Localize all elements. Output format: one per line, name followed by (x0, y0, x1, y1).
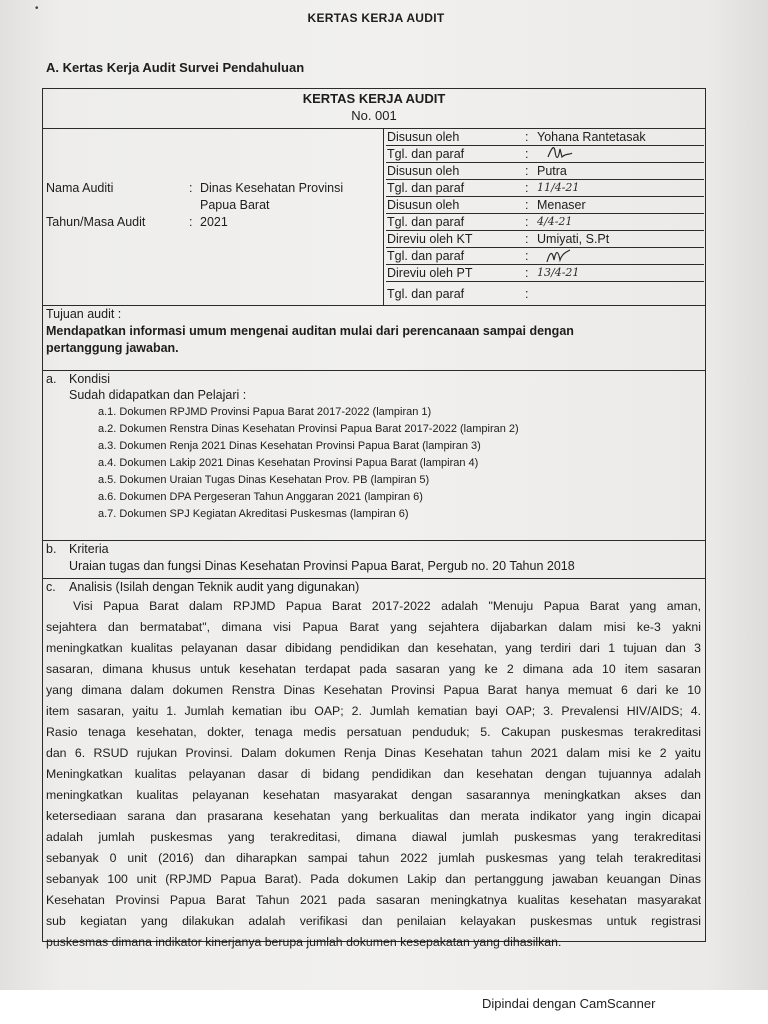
condition-intro: Sudah didapatkan dan Pelajari : (69, 388, 247, 402)
criteria-label: Kriteria (69, 542, 109, 556)
analysis-paragraph-line: Meningkatkan kualitas pelayanan dasar di bidang pendidikan dan kesehatan dengan tujuannya adalah (46, 767, 701, 781)
document-list-item: a.5. Dokumen Uraian Tugas Dinas Kesehatan Prov. PB (lampiran 5) (98, 474, 430, 486)
analysis-paragraph-line: Visi Papua Barat dalam RPJMD Papua Barat 2017-2022 adalah "Menuju Papua Barat yang aman, (73, 599, 701, 613)
condition-letter: a. (46, 372, 57, 386)
criteria-letter: b. (46, 542, 57, 556)
analysis-row (43, 579, 705, 949)
signature-row: Disusun oleh : Yohana Rantetasak (386, 129, 704, 146)
document-list-item: a.7. Dokumen SPJ Kegiatan Akreditasi Puskesmas (lampiran 6) (98, 508, 409, 520)
document-list-item: a.6. Dokumen DPA Pergeseran Tahun Anggaran 2021 (lampiran 6) (98, 491, 423, 503)
condition-label: Kondisi (69, 372, 110, 386)
paraf-signature (544, 246, 578, 266)
analysis-paragraph-line: sebanyak 100 unit (RPJMD Papua Barat). Pada dokumen Lakip dan pertanggung jawaban keuangan Dinas (46, 872, 701, 886)
worksheet-title: KERTAS KERJA AUDIT (302, 91, 446, 106)
analysis-paragraph-line: puskesmas dimana indikator kinerjanya berupa jumlah dokumen kesepakatan yang dihasilkan. (46, 935, 562, 949)
scanner-watermark: Dipindai dengan CamScanner (482, 996, 656, 1011)
signature-value: Putra (537, 164, 567, 178)
document-list-item: a.2. Dokumen Renstra Dinas Kesehatan Provinsi Papua Barat 2017-2022 (lampiran 2) (98, 423, 519, 435)
audit-objective-label: Tujuan audit : (46, 307, 122, 321)
auditee-label: Nama Auditi (46, 181, 114, 195)
audit-objective-row (43, 306, 705, 371)
criteria-row (43, 541, 705, 579)
criteria-text: Uraian tugas dan fungsi Dinas Kesehatan Provinsi Papua Barat, Pergub no. 20 Tahun 2018 (69, 559, 575, 573)
signature-row: Tgl. dan paraf : (386, 248, 704, 265)
analysis-paragraph-line: sejahtera dan bermatabat", dimana visi Papua Barat yang sejahtera dijabarkan dalam misi ke-3 yakni (46, 620, 701, 634)
signature-label: Tgl. dan paraf (387, 181, 465, 195)
handwritten-date: 13/4-21 (537, 266, 580, 279)
section-heading: A. Kertas Kerja Audit Survei Pendahuluan (46, 60, 305, 75)
worksheet-number: No. 001 (351, 108, 397, 123)
analysis-label: Analisis (Isilah dengan Teknik audit yang digunakan) (69, 580, 360, 594)
signature-label: Direviu oleh PT (387, 266, 473, 280)
signature-row: Tgl. dan paraf : 11/4-21 (386, 180, 704, 197)
audit-period-colon: : (189, 215, 193, 229)
worksheet-title-row (43, 89, 705, 129)
handwritten-date: 11/4-21 (537, 181, 580, 194)
signature-value: Menaser (537, 198, 586, 212)
signature-label: Disusun oleh (387, 164, 460, 178)
signature-label: Disusun oleh (387, 198, 460, 212)
analysis-letter: c. (46, 580, 56, 594)
page-title: KERTAS KERJA AUDIT (307, 11, 445, 25)
signature-row: Direviu oleh KT : Umiyati, S.Pt (386, 231, 704, 248)
analysis-paragraph-line: adalah jumlah puskesmas yang terakreditasi, dimana diawal jumlah puskesmas yang terakreditasi (46, 830, 701, 844)
signature-row: Direviu oleh PT : 13/4-21 (386, 265, 704, 282)
signature-label: Tgl. dan paraf (387, 287, 465, 301)
analysis-paragraph-line: sebanyak 0 unit (2016) dan diharapkan sampai tahun 2022 jumlah puskesmas yang telah terakreditasi (46, 851, 701, 865)
signature-label: Tgl. dan paraf (387, 249, 465, 263)
analysis-paragraph-line: Kesehatan Provinsi Papua Barat Tahun 2021 pada sasaran meningkatnya kualitas kesehatan masyarakat (46, 893, 701, 907)
signature-value: Yohana Rantetasak (537, 130, 646, 144)
signature-value: Umiyati, S.Pt (537, 232, 610, 246)
document-list-item: a.3. Dokumen Renja 2021 Dinas Kesehatan Provinsi Papua Barat (lampiran 3) (98, 440, 481, 452)
scan-mark: • (35, 3, 39, 14)
handwritten-date: 4/4-21 (537, 215, 573, 228)
audit-objective-text-line1: Mendapatkan informasi umum mengenai auditan mulai dari perencanaan sampai dengan (46, 324, 574, 338)
signature-row: Tgl. dan paraf : (386, 146, 704, 163)
signature-row: Tgl. dan paraf : (387, 287, 529, 301)
analysis-paragraph-line: sasaran, dimana khusus untuk kesehatan terdapat pada sasaran yang ke 2 dimana ada 10 item sasaran (46, 662, 701, 676)
column-divider (383, 129, 384, 305)
analysis-paragraph-line: meningkatkan kualitas pelayanan kesehatan masyarakat dengan sasarannya meningkatkan akses dan (46, 788, 701, 802)
analysis-paragraph-line: meningkatkan kualitas pelayanan dasar dibidang pendidikan dan kesehatan, yang terdiri dari 1 tujuan dan 3 (46, 641, 701, 655)
document-list-item: a.1. Dokumen RPJMD Provinsi Papua Barat 2017-2022 (lampiran 1) (98, 406, 432, 418)
analysis-paragraph-line: ketersediaan sarana dan prasarana kesehatan yang berkualitas dan merata indikator yang ingin dicapai (46, 809, 701, 823)
analysis-paragraph-line: item sasaran, yaitu 1. Jumlah kematian ibu OAP; 2. Jumlah kematian bayi OAP; 3. Prevalensi HIV/AIDS; 4. (46, 704, 701, 718)
auditee-value-line2: Papua Barat (200, 198, 270, 212)
audit-period-label: Tahun/Masa Audit (46, 215, 146, 229)
analysis-paragraph-line: sub kegiatan yang dilakukan adalah verifikasi dan penilaian kelayakan puskesmas untuk registrasi (46, 914, 701, 928)
analysis-paragraph-line: yang dimana dalam dokumen Renstra Dinas Kesehatan Provinsi Papua Barat hanya memuat 6 dari ke 10 (46, 683, 701, 697)
signature-label: Disusun oleh (387, 130, 460, 144)
audit-period-value: 2021 (200, 215, 228, 229)
analysis-paragraph-line: Rasio tenaga kesehatan, dokter, tenaga medis persatuan penduduk; 5. Cakupan puskesmas terakreditasi (46, 725, 701, 739)
auditee-colon: : (189, 181, 193, 195)
signature-label: Direviu oleh KT (387, 232, 473, 246)
signature-row: Disusun oleh : Putra (386, 163, 704, 180)
worksheet-info-row (43, 129, 705, 306)
signature-row: Tgl. dan paraf : 4/4-21 (386, 214, 704, 231)
analysis-paragraph-line: dan 6. RSUD rujukan Provinsi. Dalam dokumen Renja Dinas Kesehatan tahun 2021 dalam misi ke 2 yaitu (46, 746, 701, 760)
audit-worksheet (42, 88, 706, 949)
audit-objective-text-line2: pertanggung jawaban. (46, 341, 179, 355)
paraf-signature (544, 143, 584, 163)
document-list-item: a.4. Dokumen Lakip 2021 Dinas Kesehatan Provinsi Papua Barat (lampiran 4) (98, 457, 479, 469)
condition-row (43, 371, 705, 541)
signature-label: Tgl. dan paraf (387, 215, 465, 229)
auditee-value-line1: Dinas Kesehatan Provinsi (200, 181, 344, 195)
signature-label: Tgl. dan paraf (387, 147, 465, 161)
signature-row: Disusun oleh : Menaser (386, 197, 704, 214)
